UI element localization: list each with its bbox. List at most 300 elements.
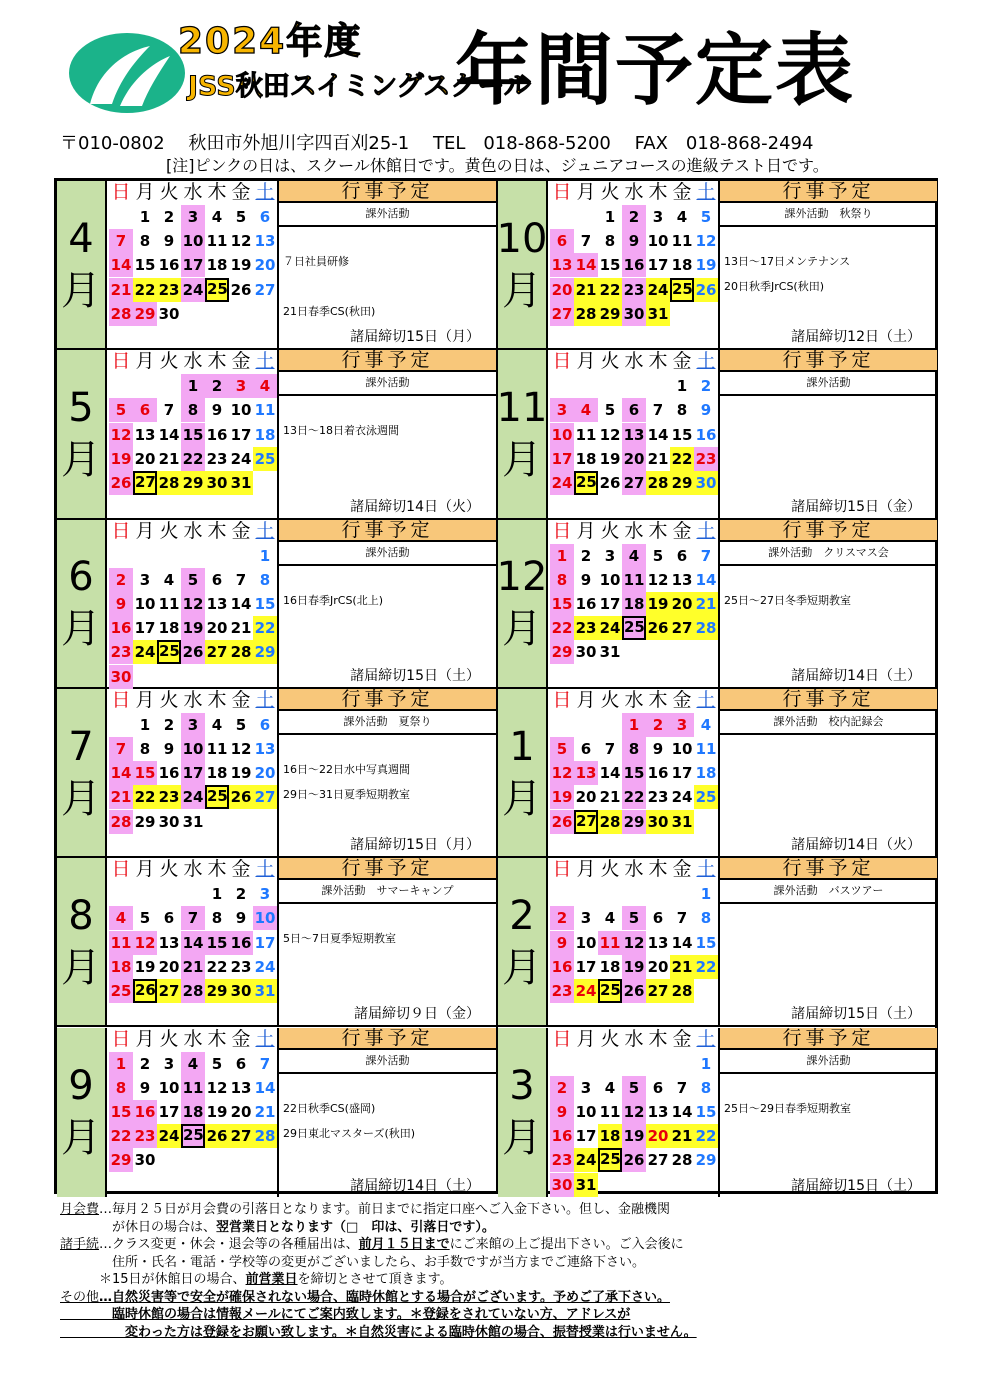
month-label: [498, 181, 548, 348]
day-cell: 24: [230, 449, 252, 468]
day-cell: 4: [622, 544, 646, 568]
day-cell: 11: [254, 401, 276, 420]
day-cell: 15: [671, 425, 693, 444]
day-cell: 27: [670, 616, 694, 640]
day-cell: 14: [599, 764, 621, 783]
day-cell: 15: [622, 761, 646, 785]
month-label-part: 月: [502, 944, 542, 991]
events-header: 行事予定: [277, 858, 496, 880]
events-box: [718, 880, 937, 1025]
month-label-part: 9: [68, 1063, 94, 1110]
day-cell: 12: [550, 761, 574, 785]
day-cell: 2: [700, 377, 712, 396]
weekday-label: 月: [576, 181, 596, 203]
day-cell: 6: [211, 570, 223, 589]
day-cell: 26: [205, 1124, 229, 1148]
day-cell: 19: [695, 256, 717, 275]
day-cell: 13: [206, 594, 228, 613]
weekday-label: 火: [159, 858, 179, 881]
day-cell: 1: [211, 885, 223, 904]
weekday-label: 木: [648, 1027, 668, 1050]
day-cell: 11: [158, 594, 180, 613]
procedure-deadline: 前月１５日まで: [358, 1237, 450, 1252]
day-cell: 12: [230, 232, 252, 251]
weekday-label: 月: [135, 519, 155, 542]
day-cell: 16: [133, 1100, 157, 1124]
month-label: [57, 181, 107, 348]
weekday-header: [550, 858, 718, 880]
day-cell: 3: [580, 909, 592, 928]
event-list: 16日春季JrCS(北上): [283, 593, 384, 607]
day-cell: 8: [139, 740, 151, 759]
procedure-line-2: 住所・氏名・電話・学校等の変更がございましたら、お手数ですが当方までご連絡下さい。: [60, 1254, 646, 1270]
month-block: [57, 689, 496, 858]
day-cell: 23: [157, 278, 181, 302]
month-label-part: 月: [502, 1115, 542, 1162]
day-cell: 2: [622, 205, 646, 229]
day-cell: 3: [229, 374, 253, 398]
weekday-label: 日: [111, 181, 131, 203]
day-cell: 8: [139, 232, 151, 251]
weekday-label: 火: [600, 181, 620, 203]
day-cell: 12: [133, 931, 157, 955]
day-cell: 16: [647, 764, 669, 783]
day-cell: 13: [550, 253, 574, 277]
weekday-label: 火: [600, 519, 620, 542]
day-cell: 19: [550, 785, 574, 809]
day-cell: 20: [550, 278, 574, 302]
weekday-label: 土: [696, 688, 716, 711]
day-cell: 23: [157, 785, 181, 809]
day-cell: 8: [604, 232, 616, 251]
weekday-label: 月: [135, 1027, 155, 1050]
day-cell: 24: [254, 957, 276, 976]
day-cell: 5: [550, 737, 574, 761]
weekday-label: 木: [207, 350, 227, 373]
month-label-part: 11: [496, 384, 548, 431]
month-label-part: 月: [502, 267, 542, 314]
day-cell: 6: [259, 715, 271, 734]
day-cell: 20: [230, 1102, 252, 1121]
fee-indent: が休日の場合は、: [60, 1219, 217, 1235]
day-cell: 10: [575, 933, 597, 952]
day-cell: 28: [229, 640, 253, 664]
weekday-header: [109, 1028, 277, 1050]
weekday-label: 土: [255, 1027, 275, 1050]
day-cell: 5: [181, 568, 205, 592]
events-header: 行事予定: [277, 181, 496, 203]
event-activity: 課外活動 クリスマス会: [720, 542, 937, 566]
day-cell: 20: [575, 788, 597, 807]
day-cell: 17: [230, 425, 252, 444]
events-header: 行事予定: [718, 181, 937, 203]
day-cell: 25: [205, 785, 229, 809]
weekday-header: [550, 520, 718, 542]
day-cell: 5: [109, 398, 133, 422]
weekday-label: 日: [552, 688, 572, 711]
day-cell: 22: [694, 1124, 718, 1148]
day-cell: 13: [134, 425, 156, 444]
day-cell: 12: [622, 931, 646, 955]
weekday-label: 火: [600, 858, 620, 881]
event-activity: 課外活動: [279, 1050, 496, 1074]
deadline: 諸届締切15日（土）: [350, 667, 480, 684]
deadline: 諸届締切14日（土）: [791, 667, 921, 684]
day-cell: 19: [230, 256, 252, 275]
weekday-label: 金: [231, 519, 251, 542]
day-cell: 7: [163, 401, 175, 420]
day-cell: 8: [550, 568, 574, 592]
deadline: 諸届締切14日（火）: [350, 498, 480, 515]
day-cell: 11: [181, 1076, 205, 1100]
day-cell: 23: [550, 979, 574, 1003]
month-label: [57, 1028, 107, 1197]
day-cell: 21: [158, 449, 180, 468]
day-cell: 7: [235, 570, 247, 589]
day-cell: 16: [550, 1124, 574, 1148]
weekday-label: 水: [624, 350, 644, 373]
day-cell: 9: [109, 592, 133, 616]
day-cell: 8: [700, 1078, 712, 1097]
day-cell: 14: [647, 425, 669, 444]
month-label: [57, 689, 107, 856]
event-list: 13日～18日着衣泳週間: [283, 424, 399, 438]
day-cell: 1: [700, 1054, 712, 1073]
weekday-label: 土: [255, 519, 275, 542]
day-cell: 23: [230, 957, 252, 976]
day-cell: 18: [575, 449, 597, 468]
day-cell: 19: [181, 616, 205, 640]
weekday-label: 水: [624, 181, 644, 203]
school-name: JSS秋田スイミングスクール: [188, 71, 531, 102]
day-cell: 5: [700, 208, 712, 226]
day-cell: 2: [550, 906, 574, 930]
day-cell: 12: [181, 592, 205, 616]
fee-line-2: [60, 1219, 940, 1237]
events-box: [718, 372, 937, 517]
day-cell: 15: [599, 256, 621, 275]
day-cell: 3: [670, 713, 694, 737]
weekday-label: 木: [207, 688, 227, 711]
day-cell: 2: [580, 546, 592, 565]
day-cell: 21: [230, 619, 252, 638]
day-cell: 5: [139, 909, 151, 928]
event-list: ７日社員研修 21日春季CS(秋田): [283, 255, 376, 318]
weekday-label: 日: [552, 1027, 572, 1050]
day-cell: 24: [646, 278, 670, 302]
day-cell: 20: [622, 447, 646, 471]
event-activity: 課外活動 夏祭り: [279, 711, 496, 735]
day-cell: 7: [109, 737, 133, 761]
month-block: [57, 520, 496, 689]
day-cell: 4: [211, 208, 223, 226]
weekday-label: 金: [231, 688, 251, 711]
day-cell: 15: [695, 1102, 717, 1121]
month-label-part: 5: [68, 384, 94, 431]
day-cell: 12: [109, 423, 133, 447]
weekday-label: 木: [648, 688, 668, 711]
weekday-label: 火: [159, 519, 179, 542]
day-cell: 26: [599, 474, 621, 493]
day-cell: 25: [670, 278, 694, 302]
day-cell: 18: [254, 425, 276, 444]
day-cell: 29: [253, 640, 277, 664]
day-cell: 10: [575, 1102, 597, 1121]
day-cell: 9: [139, 1078, 151, 1097]
day-cell: 5: [622, 1076, 646, 1100]
day-cell: 9: [622, 229, 646, 253]
events-header: 行事予定: [277, 350, 496, 372]
day-cell: 24: [671, 788, 693, 807]
day-cell: 7: [109, 229, 133, 253]
deadline: 諸届締切９日（金）: [354, 1006, 480, 1023]
other-label: その他: [60, 1289, 100, 1305]
events-box: [277, 880, 496, 1025]
day-cell: 26: [109, 471, 133, 495]
day-cell: 6: [652, 909, 664, 928]
day-cell: 24: [574, 979, 598, 1003]
events-header: 行事予定: [718, 858, 937, 880]
day-cell: 14: [671, 1102, 693, 1121]
day-cell: 17: [647, 256, 669, 275]
day-cell: 28: [646, 471, 670, 495]
day-cell: 3: [580, 1078, 592, 1097]
day-cell: 1: [550, 544, 574, 568]
day-cell: 14: [109, 761, 133, 785]
procedure-prev-day: 前営業日: [245, 1272, 298, 1287]
weekday-header: [550, 1028, 718, 1050]
day-cell: 18: [671, 256, 693, 275]
weekday-label: 火: [600, 350, 620, 373]
weekday-label: 木: [207, 181, 227, 203]
day-cell: 18: [206, 256, 228, 275]
day-cell: 21: [670, 955, 694, 979]
day-cell: 26: [229, 785, 253, 809]
month-label: [498, 858, 548, 1025]
events-header: 行事予定: [277, 689, 496, 711]
day-cell: 27: [647, 1151, 669, 1170]
day-cell: 18: [695, 764, 717, 783]
day-cell: 25: [598, 1148, 622, 1172]
day-cell: 26: [694, 278, 718, 302]
day-cell: 21: [254, 1102, 276, 1121]
weekday-label: 火: [159, 688, 179, 711]
day-cell: 15: [254, 594, 276, 613]
event-list: 25日～27日冬季短期教室: [724, 593, 851, 607]
events-header: 行事予定: [718, 520, 937, 542]
calendar-right-column: [496, 180, 937, 1194]
day-cell: 16: [158, 256, 180, 275]
weekday-label: 月: [135, 181, 155, 203]
day-cell: 26: [133, 979, 157, 1003]
day-cell: 1: [139, 208, 151, 226]
day-cell: 21: [574, 278, 598, 302]
weekday-header: [109, 689, 277, 711]
day-cell: 7: [700, 546, 712, 565]
day-cell: 28: [671, 1151, 693, 1170]
day-cell: 21: [647, 449, 669, 468]
day-cell: 22: [206, 957, 228, 976]
day-cell: 15: [133, 761, 157, 785]
day-cell: 2: [109, 568, 133, 592]
event-activity: 課外活動 秋祭り: [720, 203, 937, 227]
day-cell: 31: [574, 1173, 598, 1197]
day-cell: 30: [229, 979, 253, 1003]
event-activity: 課外活動: [279, 542, 496, 566]
event-list: 5日～7日夏季短期教室: [283, 932, 396, 946]
day-cell: 20: [254, 764, 276, 783]
month-label-part: 月: [61, 267, 101, 314]
event-list: 22日秋季CS(盛岡) 29日東北マスターズ(秋田): [283, 1101, 416, 1140]
day-cell: 11: [575, 425, 597, 444]
event-activity: 課外活動: [720, 372, 937, 396]
day-cell: 16: [158, 764, 180, 783]
day-cell: 16: [695, 425, 717, 444]
month-label: [498, 520, 548, 687]
weekday-label: 金: [672, 1027, 692, 1050]
day-cell: 12: [206, 1078, 228, 1097]
month-block: [498, 520, 937, 689]
day-cell: 14: [109, 253, 133, 277]
day-cell: 30: [550, 1173, 574, 1197]
procedure-line-1: [60, 1236, 940, 1254]
procedure-note-2: を締切とさせて頂きます。: [297, 1272, 453, 1287]
events-box: [718, 203, 937, 348]
day-cell: 28: [598, 810, 622, 834]
day-cell: 26: [622, 979, 646, 1003]
day-cell: 7: [580, 232, 592, 251]
day-cell: 10: [181, 737, 205, 761]
weekday-label: 土: [255, 858, 275, 881]
events-box: [277, 1050, 496, 1197]
day-cell: 11: [695, 740, 717, 759]
day-cell: 22: [694, 955, 718, 979]
day-cell: 12: [599, 425, 621, 444]
day-cell: 5: [652, 546, 664, 565]
day-cell: 8: [181, 398, 205, 422]
page-title: 年間予定表: [455, 26, 856, 116]
weekday-label: 金: [672, 858, 692, 881]
month-label-part: 1: [509, 723, 535, 770]
day-cell: 18: [622, 592, 646, 616]
event-activity: 課外活動 バスツアー: [720, 880, 937, 904]
day-cell: 8: [622, 737, 646, 761]
weekday-label: 水: [624, 688, 644, 711]
day-cell: 1: [622, 713, 646, 737]
fee-text-1: …毎月２５日が月会費の引落日となります。前日までに指定口座へご入金下さい。但し、金融機関: [99, 1202, 670, 1217]
day-cell: 31: [253, 979, 277, 1003]
day-cell: 15: [134, 256, 156, 275]
day-cell: 27: [157, 979, 181, 1003]
weekday-label: 日: [552, 858, 572, 881]
weekday-label: 土: [255, 181, 275, 203]
day-cell: 7: [676, 909, 688, 928]
month-label: [498, 350, 548, 517]
day-cell: 24: [574, 1148, 598, 1172]
event-activity: 課外活動: [279, 372, 496, 396]
day-cell: 10: [599, 570, 621, 589]
day-cell: 27: [205, 640, 229, 664]
day-cell: 19: [134, 957, 156, 976]
day-cell: 12: [695, 232, 717, 251]
day-cell: 11: [599, 1102, 621, 1121]
day-cell: 8: [109, 1076, 133, 1100]
day-cell: 9: [580, 570, 592, 589]
day-cell: 4: [181, 1052, 205, 1076]
day-cell: 28: [574, 302, 598, 326]
day-cell: 25: [598, 979, 622, 1003]
weekday-label: 土: [696, 519, 716, 542]
day-cell: 28: [109, 810, 133, 834]
day-cell: 1: [109, 1052, 133, 1076]
day-cell: 29: [109, 1148, 133, 1172]
day-cell: 11: [206, 740, 228, 759]
day-cell: 4: [700, 715, 712, 734]
weekday-label: 土: [696, 1027, 716, 1050]
day-cell: 23: [550, 1148, 574, 1172]
weekday-label: 土: [696, 350, 716, 373]
day-cell: 18: [599, 957, 621, 976]
weekday-label: 金: [672, 688, 692, 711]
day-cell: 22: [550, 616, 574, 640]
weekday-label: 日: [111, 1027, 131, 1050]
address-line: 〒010-0802 秋田市外旭川字四百刈25-1 TEL 018-868-5200 FAX 018-868-2494: [60, 133, 814, 154]
day-cell: 2: [235, 885, 247, 904]
weekday-label: 月: [576, 858, 596, 881]
day-cell: 20: [647, 957, 669, 976]
day-cell: 21: [181, 955, 205, 979]
day-cell: 10: [158, 1078, 180, 1097]
day-cell: 13: [230, 1078, 252, 1097]
weekday-header: [550, 350, 718, 372]
day-cell: 4: [253, 374, 277, 398]
other-text-2: 臨時休館の場合は情報メールにてご案内致します。＊登録をされていない方、アドレスが: [60, 1307, 631, 1322]
weekday-label: 木: [207, 858, 227, 881]
fee-next-day: 翌営業日: [216, 1219, 269, 1235]
day-cell: 27: [646, 979, 670, 1003]
day-cell: 19: [109, 447, 133, 471]
day-cell: 6: [550, 229, 574, 253]
day-cell: 3: [181, 205, 205, 229]
month-block: [498, 350, 937, 519]
events-header: 行事予定: [277, 1028, 496, 1050]
day-cell: 29: [670, 471, 694, 495]
day-cell: 25: [622, 616, 646, 640]
day-cell: 3: [139, 570, 151, 589]
weekday-label: 土: [696, 181, 716, 203]
event-activity: 課外活動 校内記録会: [720, 711, 937, 735]
year-title: 2024年度: [178, 21, 363, 62]
day-cell: 15: [181, 423, 205, 447]
day-cell: 11: [206, 232, 228, 251]
day-cell: 13: [622, 423, 646, 447]
weekday-label: 木: [207, 519, 227, 542]
day-cell: 31: [229, 471, 253, 495]
day-cell: 14: [574, 253, 598, 277]
weekday-header: [550, 689, 718, 711]
day-cell: 6: [259, 208, 271, 226]
day-cell: 2: [550, 1076, 574, 1100]
day-cell: 10: [671, 740, 693, 759]
day-cell: 24: [598, 616, 622, 640]
weekday-label: 月: [135, 350, 155, 373]
day-cell: 20: [254, 256, 276, 275]
weekday-label: 火: [600, 688, 620, 711]
day-cell: 21: [670, 1124, 694, 1148]
event-activity: 課外活動: [720, 1050, 937, 1074]
weekday-label: 水: [183, 519, 203, 542]
events-box: [718, 1050, 937, 1197]
